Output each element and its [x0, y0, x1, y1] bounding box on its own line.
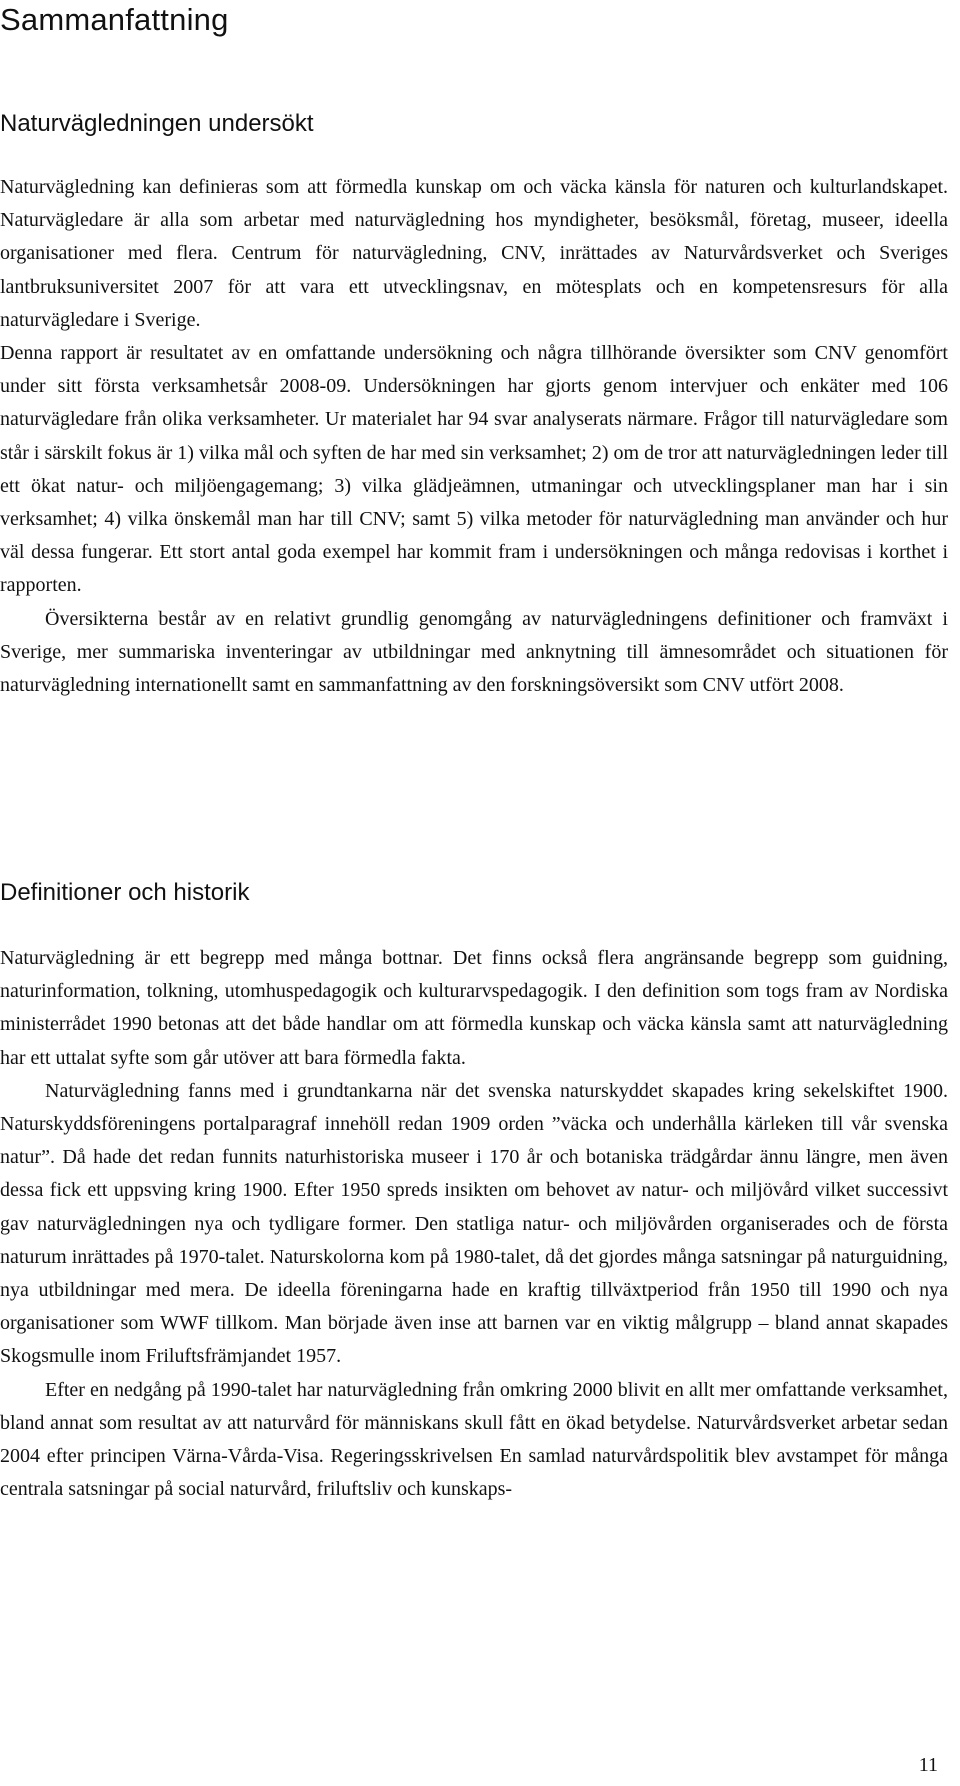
page-title: Sammanfattning: [0, 2, 229, 37]
paragraph: Naturvägledning fanns med i grundtankarna när det svenska naturskyddet skapades kring sekelskiftet 1900. Naturskyddsföreningens portalparagraf innehöll redan 1909 orden ”väcka och underhålla kärleken till vår svenska natur”. Då hade det redan funnits naturhistoriska museer i 170 år och botaniska trädgårdar ännu längre, men även dessa fick ett uppsving kring 1900. Efter 1950 spreds insikten om behovet av natur- och miljövård vilket successivt gav naturvägledningen nya och tydligare former. Den statliga natur- och miljövården organiserades och de första naturum inrättades på 1970-talet. Naturskolorna kom på 1980-talet, då det gjordes många satsningar på naturguidning, nya utbildningar med mera. De ideella föreningarna hade en kraftig tillväxtperiod från 1950 till 1990 och nya organisationer som WWF tillkom. Man började även inse att barnen var en viktig målgrupp – bland annat skapades Skogsmulle inom Friluftsfrämjandet 1957.: [0, 1079, 948, 1368]
paragraph: Naturvägledning är ett begrepp med många bottnar. Det finns också flera angränsande begrepp som guidning, naturinformation, tolkning, utomhuspedagogik och kulturarvspedagogik. I den definition som togs fram av Nordiska ministerrådet 1990 betonas att det både handlar om att förmedla kunskap och väcka känsla samt att naturvägledning har ett uttalat syfte som går utöver att bara förmedla fakta.: [0, 947, 948, 1069]
section-body: [0, 171, 948, 702]
section-heading: Naturvägledningen undersökt: [0, 110, 314, 137]
section-heading: Definitioner och historik: [0, 879, 250, 906]
paragraph: Denna rapport är resultatet av en omfattande undersökning och några tillhörande översikter som CNV genomfört under sitt första verksamhetsår 2008-09. Undersökningen har gjorts genom intervjuer och enkäter med 106 naturvägledare från olika verksamheter. Ur materialet har 94 svar analyserats närmare. Frågor till naturvägledare som står i särskilt fokus är 1) vilka mål och syften de har med sin verksamhet; 2) om de tror att naturvägledningen leder till ett ökat natur- och miljöengagemang; 3) vilka glädjeämnen, utmaningar och utvecklingsplaner man har i sin verksamhet; 4) vilka önskemål man har till CNV; samt 5) vilka metoder för naturvägledning man använder och hur väl dessa fungerar. Ett stort antal goda exempel har kommit fram i undersökningen och många redovisas i korthet i rapporten.: [0, 342, 948, 597]
paragraph: Efter en nedgång på 1990-talet har naturvägledning från omkring 2000 blivit en allt mer omfattande verksamhet, bland annat som resultat av att naturvård för människans skull fått en ökad betydelse. Naturvårdsverket arbetar sedan 2004 efter principen Värna-Vårda-Visa. Regeringsskrivelsen En samlad naturvårdspolitik blev avstampet för många centrala satsningar på social naturvård, friluftsliv och kunskaps-: [0, 1378, 948, 1501]
paragraph: Naturvägledning kan definieras som att förmedla kunskap om och väcka känsla för naturen och kulturlandskapet. Naturvägledare är alla som arbetar med naturvägledning hos myndigheter, besöksmål, företag, museer, ideella organisationer med flera. Centrum för naturvägledning, CNV, inrättades av Naturvårdsverket och Sveriges lantbruksuniversitet 2007 för att vara ett utvecklingsnav, en mötesplats och en kompetensresurs för alla naturvägledare i Sverige.: [0, 176, 948, 331]
paragraph: Översikterna består av en relativt grundlig genomgång av naturvägledningens definitioner och framväxt i Sverige, mer summariska inventeringar av utbildningar med anknytning till ämnesområdet och situationen för naturvägledning internationellt samt en sammanfattning av den forskningsöversikt som CNV utfört 2008.: [0, 607, 948, 697]
section-body: [0, 942, 948, 1506]
page-number: 11: [918, 1754, 938, 1776]
